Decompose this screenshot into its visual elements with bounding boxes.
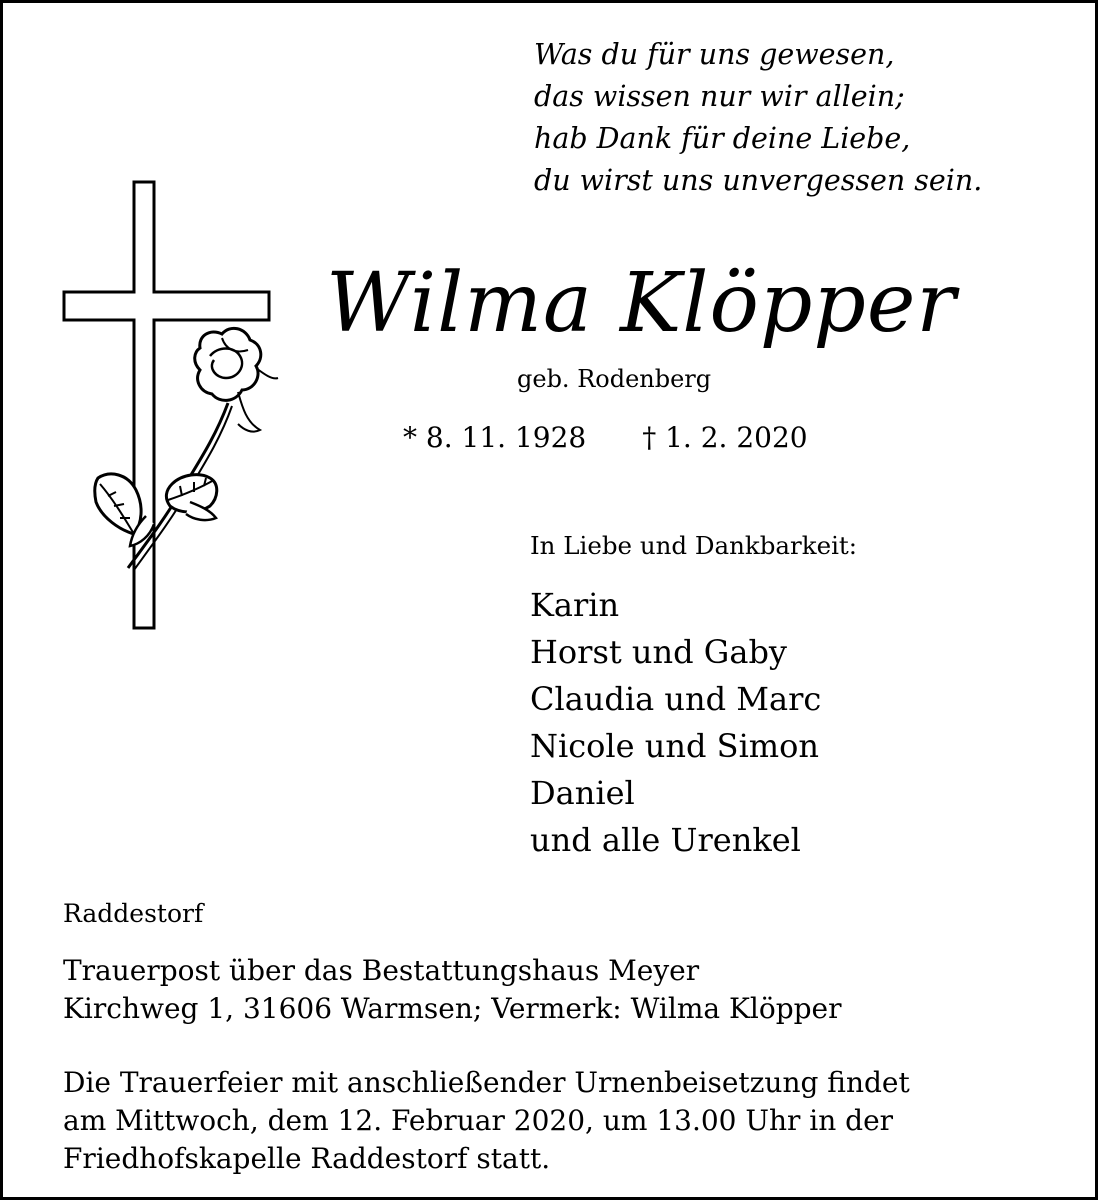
life-dates [403, 420, 808, 456]
ceremony-line: Die Trauerfeier mit anschließender Urnenbeisetzung findet [63, 1066, 910, 1099]
ceremony-line: am Mittwoch, dem 12. Februar 2020, um 13.00 Uhr in der [63, 1104, 894, 1137]
poem-line: Was du für uns gewesen, [534, 38, 895, 71]
list-item: Karin [530, 586, 620, 624]
memorial-poem [534, 34, 982, 202]
poem-line: das wissen nur wir allein; [534, 80, 905, 113]
maiden-name: geb. Rodenberg [517, 365, 712, 393]
place-name: Raddestorf [63, 899, 204, 928]
mourners-list [530, 582, 821, 864]
address-line: Kirchweg 1, 31606 Warmsen; Vermerk: Wilma Klöpper [63, 992, 842, 1025]
list-item: Claudia und Marc [530, 680, 822, 718]
poem-line: du wirst uns unvergessen sein. [534, 164, 983, 197]
list-item: und alle Urenkel [530, 821, 801, 859]
poem-line: hab Dank für deine Liebe, [534, 122, 911, 155]
list-item: Nicole und Simon [530, 727, 820, 765]
deceased-name: Wilma Klöpper [326, 256, 957, 351]
birth-date: * 8. 11. 1928 [403, 421, 587, 454]
condolence-address [63, 952, 842, 1028]
address-line: Trauerpost über das Bestattungshaus Meyer [63, 954, 700, 987]
cross-with-rose-icon [50, 178, 290, 638]
death-date: † 1. 2. 2020 [642, 421, 808, 454]
list-item: Daniel [530, 774, 635, 812]
dedication-line: In Liebe und Dankbarkeit: [530, 531, 858, 560]
list-item: Horst und Gaby [530, 633, 787, 671]
ceremony-notice [63, 1064, 910, 1178]
ceremony-line: Friedhofskapelle Raddestorf statt. [63, 1142, 551, 1175]
